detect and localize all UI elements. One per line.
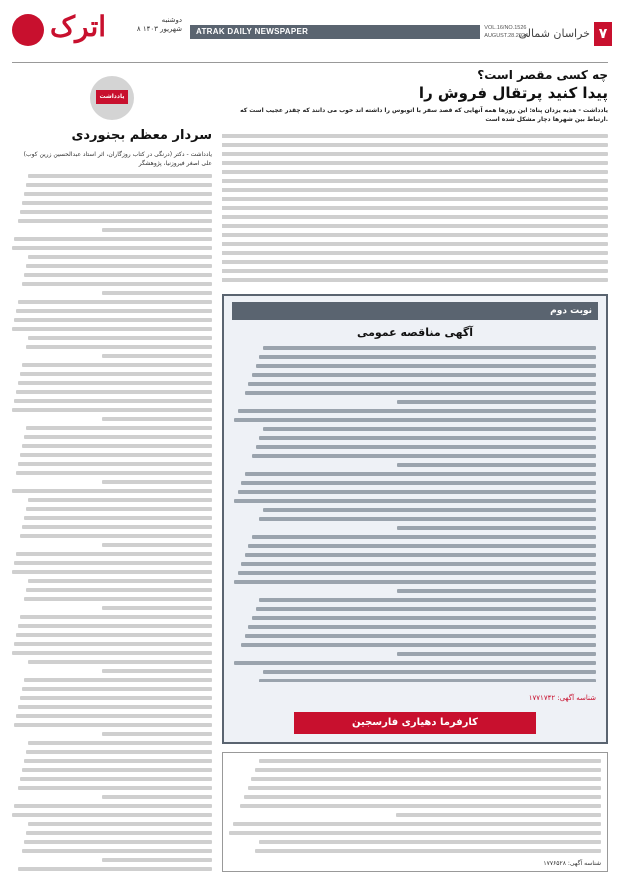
text-line bbox=[18, 462, 212, 466]
text-line bbox=[14, 237, 212, 241]
text-line bbox=[16, 552, 212, 556]
date-fa: ۸ شهریور ۱۴۰۳ bbox=[136, 25, 182, 33]
text-line bbox=[14, 804, 212, 808]
text-line bbox=[252, 535, 596, 539]
text-line bbox=[245, 553, 596, 557]
text-line bbox=[18, 381, 212, 385]
text-line bbox=[396, 813, 601, 817]
text-line bbox=[256, 607, 596, 611]
text-line bbox=[397, 652, 596, 656]
text-line bbox=[28, 336, 212, 340]
text-line bbox=[28, 498, 212, 502]
ad-id: شناسه آگهی: ۱۷۷۱۷۴۲ bbox=[528, 694, 596, 702]
text-line bbox=[259, 679, 596, 682]
text-line bbox=[102, 606, 212, 610]
text-line bbox=[14, 318, 212, 322]
tender-advertisement bbox=[222, 294, 608, 744]
text-line bbox=[24, 840, 212, 844]
text-line bbox=[22, 768, 212, 772]
text-line bbox=[18, 219, 212, 223]
text-line bbox=[222, 134, 342, 138]
text-line bbox=[222, 143, 342, 147]
text-line bbox=[20, 453, 212, 457]
logo-text: اترک bbox=[50, 10, 107, 43]
column-badge bbox=[90, 76, 134, 120]
text-line bbox=[102, 543, 212, 547]
text-line bbox=[102, 480, 212, 484]
text-line bbox=[16, 633, 212, 637]
text-line bbox=[28, 822, 212, 826]
column-body-text bbox=[12, 174, 212, 875]
text-line bbox=[18, 786, 212, 790]
text-line bbox=[24, 273, 212, 277]
text-line bbox=[397, 400, 596, 404]
text-line bbox=[14, 399, 212, 403]
text-line bbox=[222, 215, 342, 219]
text-line bbox=[26, 183, 212, 187]
text-line bbox=[22, 849, 212, 853]
text-line bbox=[102, 228, 212, 232]
text-line bbox=[26, 426, 212, 430]
masthead-date bbox=[112, 16, 182, 34]
text-line bbox=[22, 363, 212, 367]
text-line bbox=[222, 260, 342, 264]
header-divider bbox=[12, 62, 608, 63]
text-line bbox=[241, 643, 596, 647]
ad-body-text bbox=[234, 346, 596, 682]
text-line bbox=[22, 525, 212, 529]
column-subtitle: (درنگی در کتاب روزگاران، اثر استاد عبدالحسین زرین کوب) یادداشت - دکتر علی اصغر فیروزنیا، پژوهشگر bbox=[23, 151, 212, 167]
text-line bbox=[229, 831, 601, 835]
issue-date-en: AUGUST.28.2024 bbox=[484, 33, 528, 39]
text-line bbox=[252, 373, 596, 377]
text-line bbox=[251, 777, 601, 781]
text-line bbox=[222, 179, 342, 183]
text-line bbox=[234, 499, 596, 503]
text-line bbox=[256, 445, 596, 449]
text-line bbox=[102, 669, 212, 673]
text-line bbox=[263, 346, 596, 350]
text-line bbox=[20, 777, 212, 781]
text-line bbox=[259, 517, 596, 521]
article-column bbox=[222, 134, 342, 284]
ad-round-label: نوبت دوم bbox=[550, 306, 592, 316]
text-line bbox=[252, 454, 596, 458]
text-line bbox=[259, 436, 596, 440]
text-line bbox=[28, 174, 212, 178]
text-line bbox=[233, 822, 601, 826]
text-line bbox=[102, 795, 212, 799]
page-header bbox=[0, 0, 620, 66]
text-line bbox=[263, 508, 596, 512]
text-line bbox=[222, 206, 342, 210]
text-line bbox=[222, 233, 342, 237]
text-line bbox=[24, 678, 212, 682]
text-line bbox=[24, 435, 212, 439]
text-line bbox=[255, 849, 601, 853]
text-line bbox=[26, 264, 212, 268]
text-line bbox=[26, 831, 212, 835]
text-line bbox=[234, 580, 596, 584]
text-line bbox=[24, 192, 212, 196]
text-line bbox=[222, 161, 342, 165]
text-line bbox=[238, 571, 596, 575]
text-line bbox=[245, 391, 596, 395]
text-line bbox=[263, 670, 596, 674]
text-line bbox=[102, 354, 212, 358]
text-line bbox=[16, 714, 212, 718]
column-badge-label: یادداشت bbox=[96, 90, 128, 104]
text-line bbox=[20, 534, 212, 538]
text-line bbox=[26, 507, 212, 511]
text-line bbox=[22, 201, 212, 205]
notice-id: شناسه آگهی: ۱۷۷۶۵۲۸ bbox=[543, 860, 601, 867]
text-line bbox=[241, 481, 596, 485]
text-line bbox=[222, 188, 342, 192]
text-line bbox=[222, 278, 342, 282]
article-body bbox=[222, 134, 608, 284]
text-line bbox=[259, 759, 601, 763]
text-line bbox=[18, 624, 212, 628]
text-line bbox=[252, 616, 596, 620]
text-line bbox=[28, 660, 212, 664]
text-line bbox=[102, 417, 212, 421]
main-area bbox=[222, 68, 608, 875]
article-kicker: چه کسی مقصر است؟ bbox=[477, 68, 608, 82]
text-line bbox=[263, 427, 596, 431]
bottom-notice bbox=[222, 752, 608, 872]
text-line bbox=[16, 309, 212, 313]
text-line bbox=[12, 651, 212, 655]
text-line bbox=[234, 661, 596, 665]
text-line bbox=[102, 732, 212, 736]
text-line bbox=[255, 768, 601, 772]
text-line bbox=[241, 562, 596, 566]
notice-body-text bbox=[229, 759, 601, 853]
page-number: ۷ bbox=[594, 22, 612, 46]
volume-info bbox=[484, 24, 528, 40]
text-line bbox=[248, 382, 596, 386]
text-line bbox=[18, 705, 212, 709]
text-line bbox=[397, 589, 596, 593]
text-line bbox=[238, 409, 596, 413]
article-lede: یادداشت - هدیه یزدان پناه: این روزها همه آنهایی که قصد سفر با اتوبوس را داشته اند خوب می دانند که چقدر عجیب است که ارتباط بین شهرها دچار مشکل شده است. bbox=[240, 107, 608, 123]
column-title: سردار معظم بجنوردی bbox=[71, 128, 212, 143]
text-line bbox=[26, 588, 212, 592]
text-line bbox=[248, 625, 596, 629]
text-line bbox=[397, 526, 596, 530]
text-line bbox=[12, 813, 212, 817]
text-line bbox=[20, 210, 212, 214]
text-line bbox=[18, 867, 212, 871]
text-line bbox=[256, 364, 596, 368]
text-line bbox=[26, 750, 212, 754]
text-line bbox=[248, 544, 596, 548]
text-line bbox=[16, 390, 212, 394]
text-line bbox=[20, 696, 212, 700]
text-line bbox=[24, 597, 212, 601]
text-line bbox=[14, 561, 212, 565]
text-line bbox=[222, 197, 342, 201]
text-line bbox=[12, 489, 212, 493]
text-line bbox=[12, 408, 212, 412]
text-line bbox=[14, 642, 212, 646]
text-line bbox=[12, 570, 212, 574]
text-line bbox=[222, 269, 342, 273]
text-line bbox=[234, 418, 596, 422]
volume-line: VOL.16/NO.1526 bbox=[484, 25, 527, 31]
text-line bbox=[22, 687, 212, 691]
text-line bbox=[222, 224, 342, 228]
text-line bbox=[222, 251, 342, 255]
text-line bbox=[245, 634, 596, 638]
masthead-logo bbox=[12, 10, 182, 58]
text-line bbox=[244, 795, 601, 799]
text-line bbox=[259, 840, 601, 844]
text-line bbox=[222, 152, 342, 156]
text-line bbox=[24, 516, 212, 520]
text-line bbox=[259, 598, 596, 602]
article-headline: پیدا کنید پرتقال فروش را bbox=[418, 84, 608, 102]
text-line bbox=[12, 246, 212, 250]
opinion-column bbox=[12, 68, 212, 875]
text-line bbox=[28, 579, 212, 583]
paper-name-banner: ATRAK DAILY NEWSPAPER bbox=[190, 25, 480, 39]
text-line bbox=[240, 804, 601, 808]
logo-emblem-icon bbox=[12, 14, 44, 46]
text-line bbox=[14, 723, 212, 727]
text-line bbox=[28, 741, 212, 745]
text-line bbox=[22, 282, 212, 286]
text-line bbox=[248, 786, 601, 790]
ad-signature: کارفرما دهیاری فارسجین bbox=[294, 712, 536, 734]
text-line bbox=[397, 463, 596, 467]
text-line bbox=[12, 327, 212, 331]
ad-title: آگهی مناقصه عمومی bbox=[356, 326, 474, 339]
text-line bbox=[20, 615, 212, 619]
section-title: خراسان شمالی bbox=[518, 27, 590, 40]
text-line bbox=[222, 242, 342, 246]
text-line bbox=[20, 372, 212, 376]
text-line bbox=[102, 858, 212, 862]
text-line bbox=[22, 444, 212, 448]
text-line bbox=[26, 345, 212, 349]
text-line bbox=[16, 471, 212, 475]
text-line bbox=[28, 255, 212, 259]
weekday: دوشنبه bbox=[161, 16, 182, 24]
text-line bbox=[102, 291, 212, 295]
text-line bbox=[259, 355, 596, 359]
text-line bbox=[245, 472, 596, 476]
text-line bbox=[24, 759, 212, 763]
text-line bbox=[238, 490, 596, 494]
text-line bbox=[18, 300, 212, 304]
text-line bbox=[222, 170, 342, 174]
ad-banner bbox=[232, 302, 598, 320]
